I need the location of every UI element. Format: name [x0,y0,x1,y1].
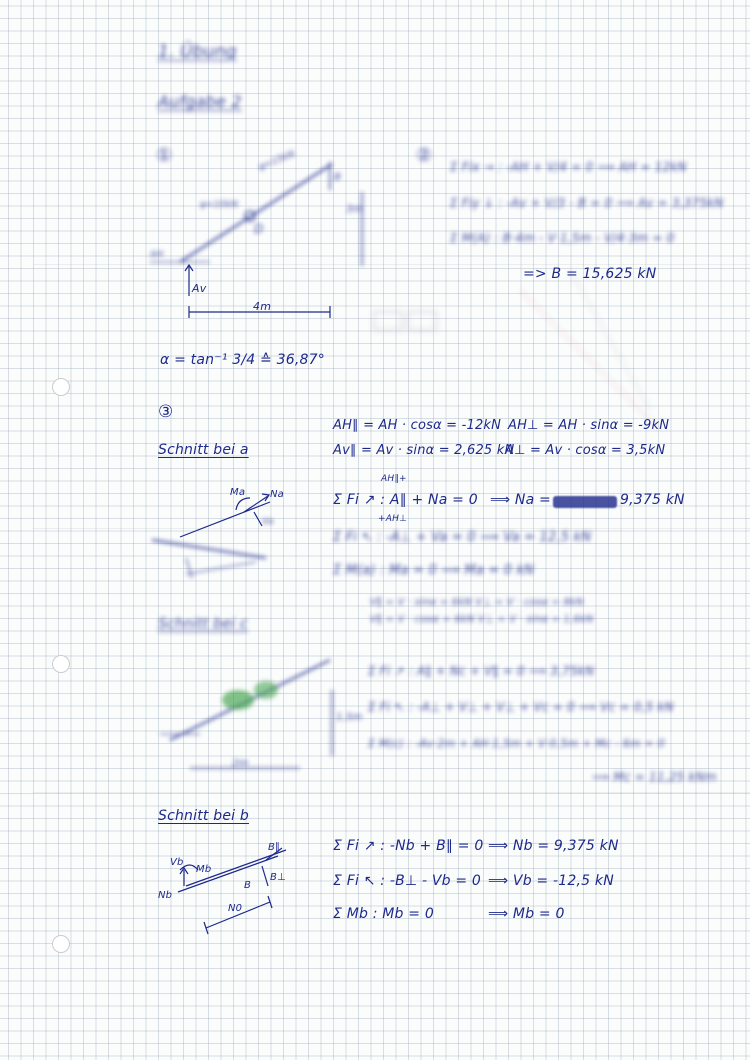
ghost-diagonal-sketch [510,260,670,440]
n0-label: N0 [228,903,243,914]
nb-result: ⟹ Nb = 9,375 kN [488,838,619,854]
sum-moment-a-blurred: Σ M(a) : Ma = 0 ⟹ Ma = 0 kN [333,563,535,578]
span-label: 4m [253,300,272,313]
scribbled-out-value [553,496,617,508]
c-line-4: Σ Fi ↖ : -A⊥ + V⊥ + V⊥ + Vc = 0 ⟹ Vc = 0,5 kN [368,700,674,714]
c-height-label: 1,5m [336,712,363,723]
load-label-2: ψ=10kN [200,200,239,210]
sum-fi-perp-a-blurred: Σ Fi ↖ : -A⊥ + Va = 0 ⟹ Va = 12,5 kN [333,530,592,545]
page-subtitle: Aufgabe 2 [158,92,242,111]
c-line-6: ⟹ Mc = 11,25 kNm [592,770,717,784]
section-a-heading: Schnitt bei a [158,442,249,458]
section-a-sketch-blurred [146,528,276,584]
section-c-heading: Schnitt bei c [158,616,248,632]
load-label-1: ψ=15kN [257,149,297,173]
sum-moment-b: Σ Mb : Mb = 0 [333,906,434,922]
punch-hole-3 [52,935,70,953]
part-2-label: ② [416,145,433,166]
b-parallel-label: B∥ [268,842,281,853]
vb-label: Vb [170,857,184,868]
ah-label-blurred: AH [150,250,164,260]
na-result-value: 9,375 kN [620,492,685,508]
alpha-equation: α = tan⁻¹ 3/4 ≙ 36,87° [160,352,325,368]
scan-seam-3 [33,792,750,793]
b-label-blurred: B [334,172,342,183]
na-result-label: ⟹ Na = [490,492,551,508]
annot-ah-perp: +AH⊥ [378,514,408,524]
eq-av-parallel: Av∥ = Av · sinα = 2,625 kN [333,443,515,458]
equation-sum-fx: Σ Fix → : -AH + V/4 = 0 ⟹ AH = 12kN [450,160,687,174]
sum-fi-parallel-a: Σ Fi ↗ : A∥ + Na = 0 [333,492,478,508]
section-c-sketch [150,640,363,780]
scan-seam-2 [33,528,750,529]
vb-result: ⟹ Vb = -12,5 kN [488,873,614,889]
ghost-sketch [370,308,440,334]
punch-hole-2 [52,655,70,673]
d-label-blurred: D [254,222,264,236]
c-line-2: V∥ = V · cosα = 6kN V⊥ = V · sinα = 1,6kN [370,614,594,625]
punch-hole-1 [52,378,70,396]
section-b-sketch [150,840,300,940]
section-b-heading: Schnitt bei b [158,808,249,824]
support-and-span-sketch [180,262,350,332]
eq-ah-parallel: AH∥ = AH · cosα = -12kN [333,418,502,433]
va-label: Va [262,517,274,527]
nb-label: Nb [158,890,173,901]
sum-fi-perp-b: Σ Fi ↖ : -B⊥ - Vb = 0 [333,873,482,889]
height-label-blurred: 3m [346,204,363,215]
annot-ah-parallel: AH∥+ [381,474,407,484]
ma-label: Ma [230,487,246,498]
eq-ah-perp: AH⊥ = AH · sinα = -9kN [508,418,670,433]
b-perp-label: B⊥ [270,872,286,883]
equation-sum-fy: Σ Fiy ↓ : -Av + V/3 - B = 0 ⟹ Av = 3,375kN [450,196,724,210]
na-label: Na [270,489,285,500]
part-1-label: ① [156,145,173,166]
eq-a-perp: A⊥ = Av · cosα = 3,5kN [505,443,666,458]
result-b: => B = 15,625 kN [523,266,657,282]
mb-result: ⟹ Mb = 0 [488,906,565,922]
c-line-3: Σ Fi ↗ : A∥ + Nc + V∥ = 0 ⟹ 3,75kN [368,664,595,678]
mb-label: Mb [196,864,212,875]
b-label: B [244,880,252,891]
av-label: Av [192,282,207,295]
c-line-1: V∥ = V · sinα = 6kN V⊥ = V · cosα = 8kN [370,597,584,608]
c-span-label: 2m [232,758,249,769]
part-3-label: ③ [158,402,174,422]
c-line-5: Σ M(c) : -Av·2m + AH·1,5m + V·0,5m + Mc - 6m = 0 [368,737,665,750]
sum-fi-parallel-b: Σ Fi ↗ : -Nb + B∥ = 0 [333,838,484,854]
equation-sum-moment: Σ M(A) : B·4m - V·1,5m - V/4·3m = 0 [450,231,675,245]
page-title: 1. Übung [158,42,237,62]
